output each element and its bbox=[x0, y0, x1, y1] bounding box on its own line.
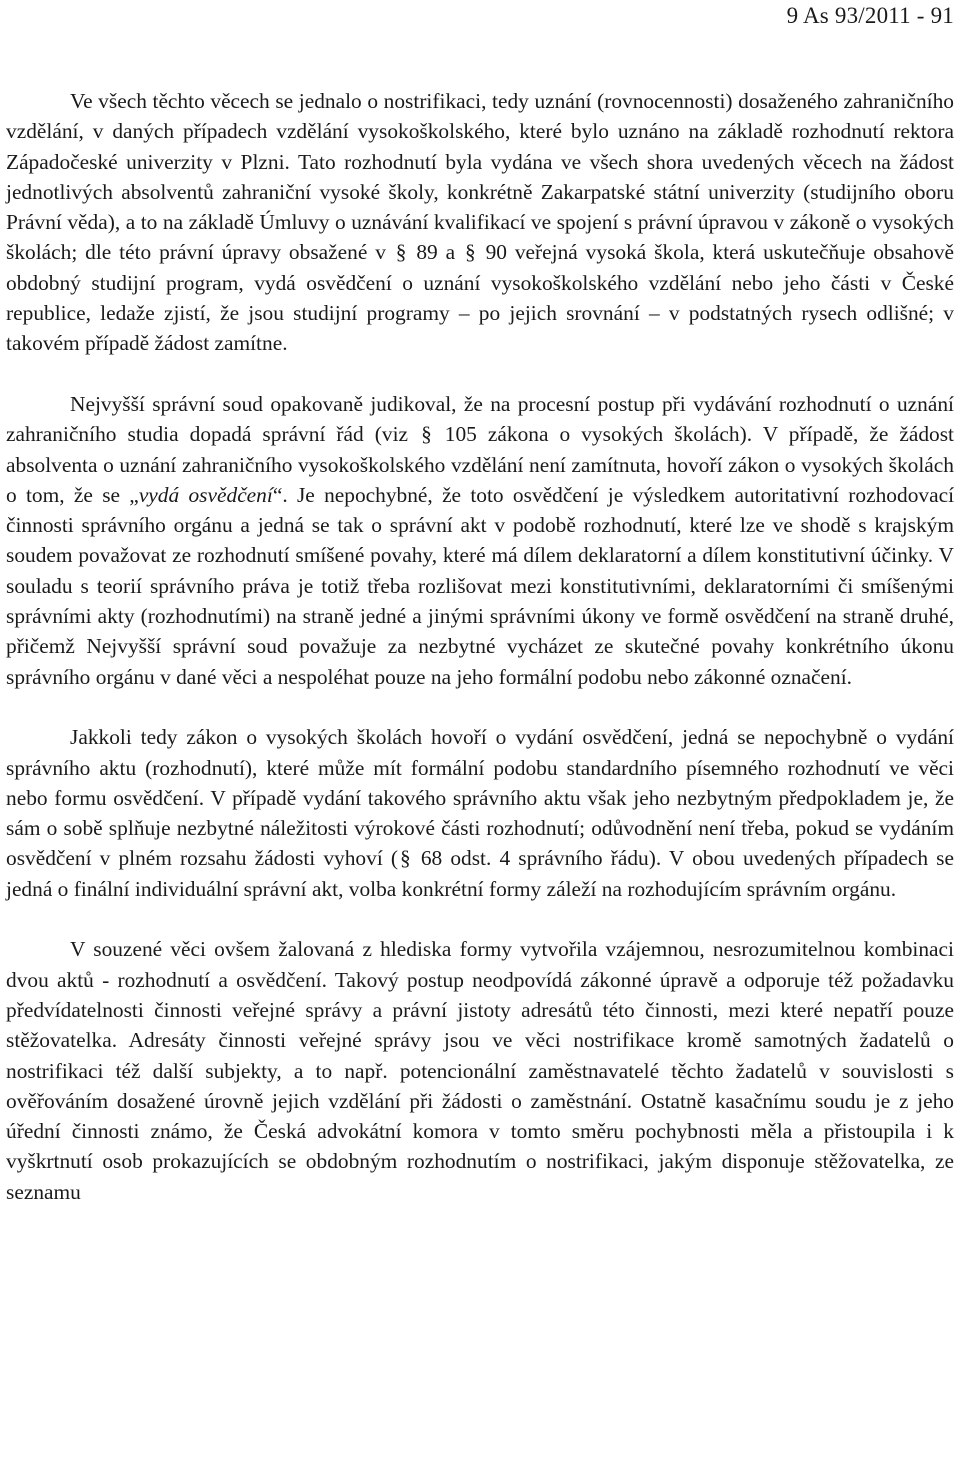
paragraph-text: V souzené věci ovšem žalovaná z hlediska formy vytvořila vzájemnou, nesrozumitelnou kombinaci dvou aktů - rozhodnutí a osvědčení. Takový postup neodpovídá zákonné úpravě a odporuje též požadavku předvídatelnosti činnosti veřejné správy a právní jistoty adresátů této činnosti, mezi které nepatří pouze stěžovatelka. Adresáty činnosti veřejné správy jsou ve věci nostrifikace kromě samotných žadatelů o nostrifikaci též další subjekty, a to např. potencionální zaměstnavatelé těchto žadatelů v souvislosti s ověřováním dosažené úrovně jejich vzdělání při žádosti o zaměstnání. Ostatně kasačnímu soudu je z jeho úřední činnosti známo, že Česká advokátní komora v tomto směru pochybnosti měla a přistoupila i k vyškrtnutí osob prokazujících se obdobným rozhodnutím o nostrifikaci, jakým disponuje stěžovatelka, ze seznamu bbox=[6, 937, 954, 1204]
italic-phrase: vydá osvědčení bbox=[138, 482, 273, 507]
paragraph bbox=[6, 86, 954, 359]
page-reference: 9 As 93/2011 - 91 bbox=[786, 3, 954, 28]
section-symbol: § bbox=[400, 846, 411, 871]
paragraph-text: Ve všech těchto věcech se jednalo o nostrifikaci, tedy uznání (rovnocennosti) dosaženého zahraničního vzdělání, v daných případech vzdělání vysokoškolského, které bylo uznáno na základě rozhodnutí rektora Západočeské univerzity v Plzni. Tato rozhodnutí byla vydána ve všech shora uvedených věcech na žádost jednotlivých absolventů zahraniční vysoké školy, konkrétně Zakarpatské státní univerzity (studijního oboru Právní věda), a to na základě Úmluvy o uznávání kvalifikací ve spojení s právní úpravou v zákoně o vysokých školách; dle této právní úpravy obsažené v bbox=[6, 89, 954, 265]
paragraph-text: Nejvyšší správní soud opakovaně judikoval, že na procesní postup při vydávání rozhodnutí o uznání zahraničního studia dopadá správní řád (viz bbox=[6, 391, 954, 447]
paragraph bbox=[6, 389, 954, 692]
paragraph-text: Jakkoli tedy zákon o vysokých školách hovoří o vydání osvědčení, jedná se nepochybně o vydání správního aktu (rozhodnutí), které může mít formální podobu standardního písemného rozhodnutí ve věci nebo formu osvědčení. V případě vydání takového správního aktu však jeho nezbytným předpokladem je, že sám o sobě splňuje nezbytné náležitosti výrokové části rozhodnutí; odůvodnění není třeba, pokud se vydáním osvědčení v plném rozsahu žádosti vyhoví ( bbox=[6, 725, 954, 871]
section-symbol: § bbox=[421, 422, 432, 447]
paragraph-text: 89 a bbox=[408, 240, 464, 265]
section-symbol: § bbox=[465, 240, 476, 265]
paragraph-text: 105 zákona o vysokých školách). V případě, že žádost absolventa o uznání zahraničního vysokoškolského vzdělání není zamítnuta, hovoří zákon o vysokých školách o tom, že se „ bbox=[6, 422, 954, 507]
document-body bbox=[6, 86, 954, 1207]
paragraph-text: 68 odst. 4 správního řádu). V obou uvedených případech se jedná o finální individuální správní akt, volba konkrétní formy záleží na rozhodujícím správním orgánu. bbox=[6, 846, 955, 901]
paragraph bbox=[6, 722, 954, 904]
paragraph-text: 90 veřejná vysoká škola, která uskutečňuje obsahově obdobný studijní program, vydá osvědčení o uznání vysokoškolského vzdělání nebo jeho části v České republice, ledaže zjistí, že jsou studijní programy – po jejich srovnání – v podstatných rysech odlišné; v takovém případě žádost zamítne. bbox=[6, 240, 955, 356]
paragraph-text: “. Je nepochybné, že toto osvědčení je výsledkem autoritativní rozhodovací činnosti správního orgánu a jedná se tak o správní akt v podobě rozhodnutí, které lze ve shodě s krajským soudem považovat ze rozhodnutí smíšené povahy, které má dílem deklaratorní a dílem konstitutivní účinky. V souladu s teorií správního práva je totiž třeba rozlišovat mezi konstitutivními, deklaratorními či smíšenými správními akty (rozhodnutími) na straně jedné a jinými správními úkony ve formě osvědčení na straně druhé, přičemž Nejvyšší správní soud považuje za nezbytné vycházet ze skutečné povahy konkrétního úkonu správního orgánu v dané věci a nespoléhat pouze na jeho formální podobu nebo zákonné označení. bbox=[6, 482, 955, 689]
section-symbol: § bbox=[395, 240, 407, 265]
paragraph bbox=[6, 934, 954, 1207]
